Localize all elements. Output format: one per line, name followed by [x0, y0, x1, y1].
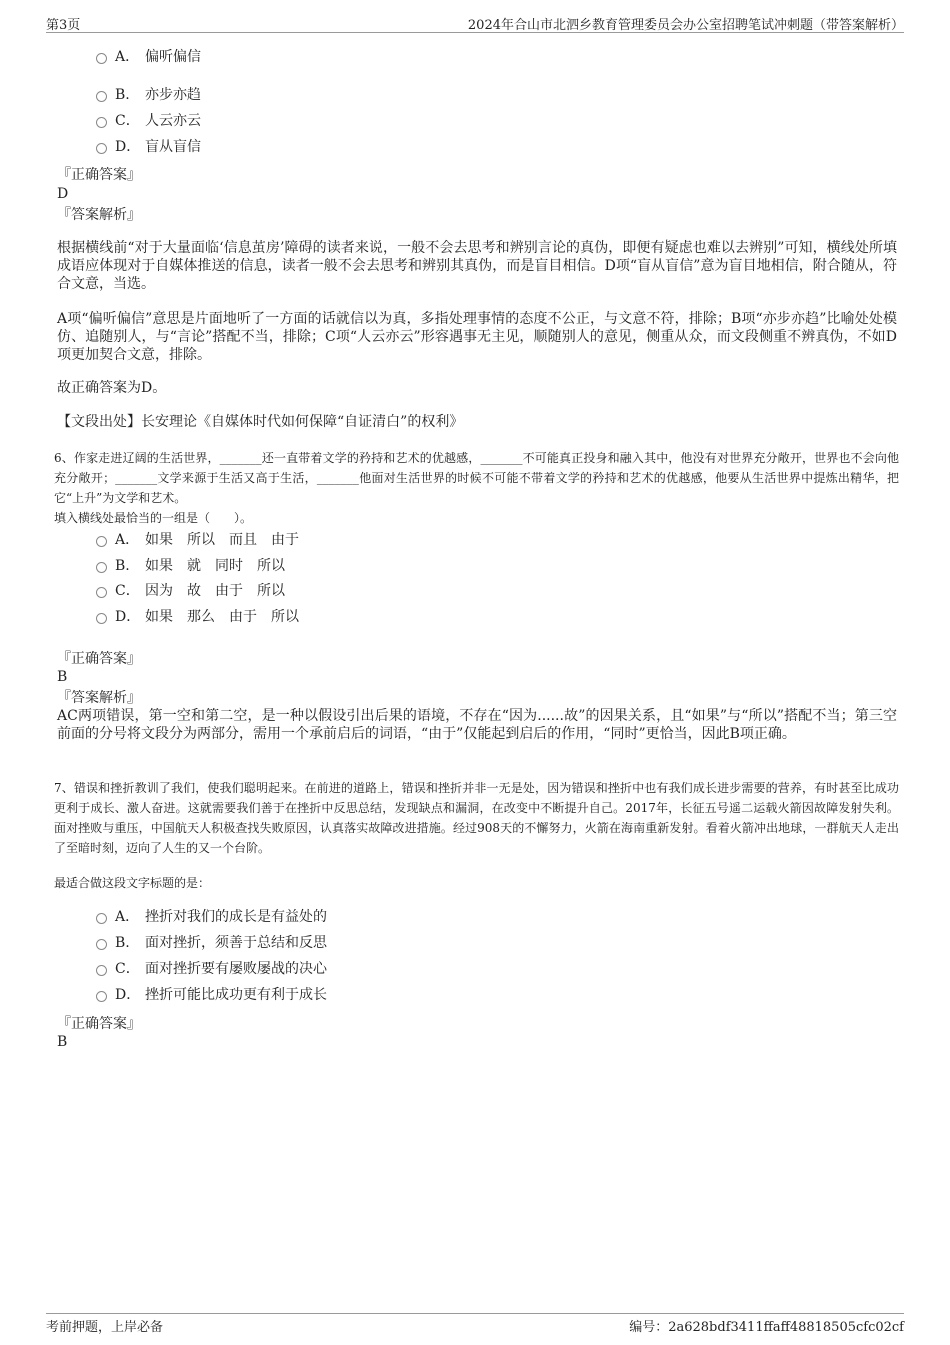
q6-option-d[interactable]: D． 如果 那么 由于 所以 [96, 607, 299, 627]
q7-option-a[interactable]: A． 挫折对我们的成长是有益处的 [96, 907, 327, 927]
q5-answer-label: 『正确答案』 [57, 167, 141, 183]
q7-option-d[interactable]: D． 挫折可能比成功更有利于成长 [96, 985, 327, 1005]
q5-answer: D [57, 186, 69, 202]
q7-answer-label: 『正确答案』 [57, 1016, 141, 1032]
q5-analysis-label: 『答案解析』 [57, 207, 141, 223]
document-id: 编号：2a628bdf3411ffaff48818505cfc02cf [629, 1320, 904, 1335]
page-number: 第3页 [46, 18, 81, 33]
q5-option-b[interactable]: B. 亦步亦趋 [96, 85, 201, 105]
q6-analysis: AC两项错误，第一空和第二空，是一种以假设引出后果的语境，不存在“因为......故”的因果关系，且“如果”与“所以”搭配不当；第三空前面的分号将文段分为两部分，需用一个承前启后的词语，“由于”仅能起到启后的作用，“同时”更恰当，因此B项正确。 [57, 708, 897, 742]
radio-icon[interactable] [96, 91, 107, 102]
q5-analysis-paragraph: A项“偏听偏信”意思是片面地听了一方面的话就信以为真，多指处理事情的态度不公正，与文意不符，排除；B项“亦步亦趋”比喻处处模仿、追随别人，与“言论”搭配不当，排除；C项“人云亦云”形容遇事无主见，顺随别人的意见，侧重从众，而文段侧重不辨真伪，不如D项更加契合文意，排除。 [57, 311, 897, 363]
q5-source: 【文段出处】长安理论《自媒体时代如何保障“自证清白”的权利》 [57, 414, 464, 430]
radio-icon[interactable] [96, 562, 107, 573]
radio-icon[interactable] [96, 965, 107, 976]
page-footer [46, 1313, 904, 1336]
radio-icon[interactable] [96, 913, 107, 924]
document-title: 2024年合山市北泗乡教育管理委员会办公室招聘笔试冲刺题（带答案解析） [467, 18, 904, 33]
q6-stem: 6、作家走进辽阔的生活世界，_______还一直带着文学的矜持和艺术的优越感，_______不可能真正投身和融入其中，他没有对世界充分敞开，世界也不会向他充分敞开；_______文学来源于生活又高于生活，_______他面对生活世界的时候不可能不带着文学的矜持和艺术的优越感，他要从生活世界中提炼出精华，把它“上升”为文学和艺术。 [54, 451, 899, 505]
footer-slogan: 考前押题，上岸必备 [46, 1320, 164, 1335]
radio-icon[interactable] [96, 939, 107, 950]
q5-option-a[interactable]: A． 偏听偏信 [96, 47, 201, 67]
q7-answer: B [57, 1034, 68, 1050]
q6-answer: B [57, 669, 68, 685]
q6-option-a[interactable]: A． 如果 所以 而且 由于 [96, 530, 299, 550]
q5-analysis-conclusion: 故正确答案为D。 [57, 380, 167, 396]
radio-icon[interactable] [96, 613, 107, 624]
q6-option-c[interactable]: C． 因为 故 由于 所以 [96, 581, 285, 601]
q7-option-c[interactable]: C． 面对挫折要有屡败屡战的决心 [96, 959, 327, 979]
radio-icon[interactable] [96, 117, 107, 128]
q6-prompt: 填入横线处最恰当的一组是（ ）。 [54, 511, 253, 525]
q6-analysis-label: 『答案解析』 [57, 690, 141, 706]
radio-icon[interactable] [96, 991, 107, 1002]
radio-icon[interactable] [96, 53, 107, 64]
page-header [46, 14, 904, 33]
q6-answer-label: 『正确答案』 [57, 651, 141, 667]
q7-prompt: 最适合做这段文字标题的是： [54, 876, 211, 890]
q5-option-c[interactable]: C． 人云亦云 [96, 111, 201, 131]
radio-icon[interactable] [96, 143, 107, 154]
q5-analysis-paragraph: 根据横线前“对于大量面临‘信息茧房’障碍的读者来说，一般不会去思考和辨别言论的真伪，即便有疑虑也难以去辨别”可知，横线处所填成语应体现对于自媒体推送的信息，读者一般不会去思考和辨别其真伪，而是盲目相信。D项“盲从盲信”意为盲目地相信，附合随从，符合文意，当选。 [57, 240, 897, 292]
radio-icon[interactable] [96, 536, 107, 547]
radio-icon[interactable] [96, 587, 107, 598]
q7-stem: 7、错误和挫折教训了我们，使我们聪明起来。在前进的道路上，错误和挫折并非一无是处，因为错误和挫折中也有我们成长进步需要的营养，有时甚至比成功更利于成长、激人奋进。这就需要我们善于在挫折中反思总结，发现缺点和漏洞，在改变中不断提升自己。2017年，长征五号遥二运载火箭因故障发射失利。面对挫败与重压，中国航天人积极查找失败原因，认真落实故障改进措施。经过908天的不懈努力，火箭在海南重新发射。看着火箭冲出地球，一群航天人走出了至暗时刻，迈向了人生的又一个台阶。 [54, 781, 899, 855]
q5-option-d[interactable]: D． 盲从盲信 [96, 137, 201, 157]
q7-option-b[interactable]: B. 面对挫折，须善于总结和反思 [96, 933, 327, 953]
q6-option-b[interactable]: B. 如果 就 同时 所以 [96, 556, 285, 576]
